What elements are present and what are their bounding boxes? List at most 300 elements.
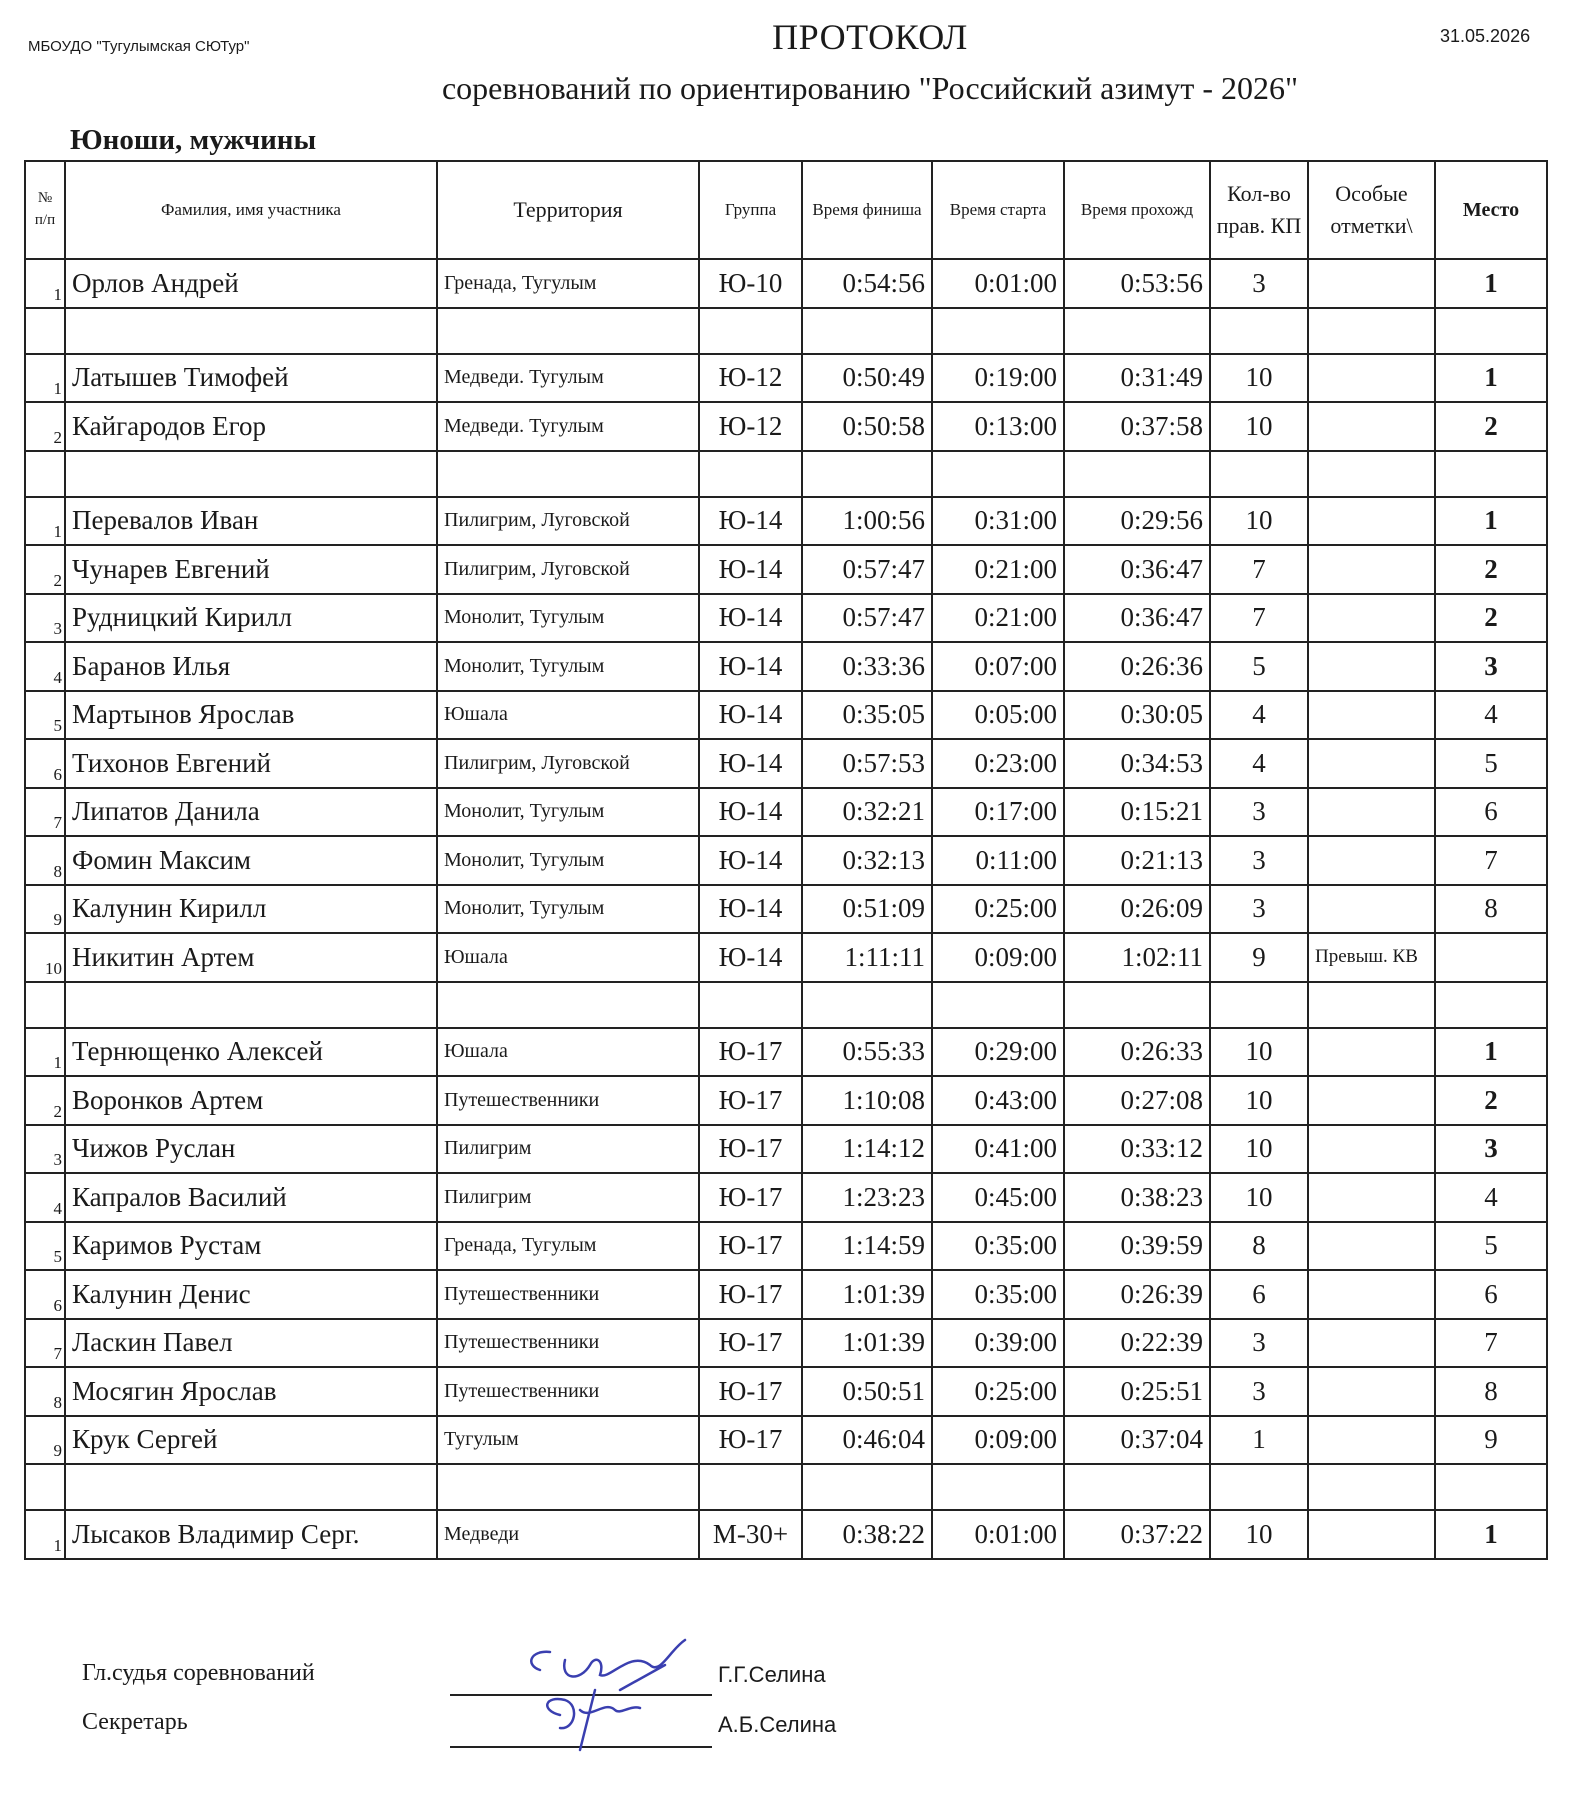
row-number: 2 [25, 545, 65, 594]
table-row [25, 1076, 1547, 1125]
place-cell: 8 [1435, 1367, 1547, 1416]
empty-cell [802, 982, 932, 1028]
kp-count-cell: 3 [1210, 885, 1308, 934]
passage-time-cell: 0:22:39 [1064, 1319, 1210, 1368]
empty-cell [1064, 308, 1210, 354]
empty-cell [25, 982, 65, 1028]
start-time-cell: 0:01:00 [932, 259, 1064, 308]
special-notes-cell [1308, 497, 1435, 546]
special-notes-cell [1308, 594, 1435, 643]
finish-time-cell: 0:50:51 [802, 1367, 932, 1416]
passage-time-cell: 0:21:13 [1064, 836, 1210, 885]
kp-count-cell: 6 [1210, 1270, 1308, 1319]
start-time-cell: 0:29:00 [932, 1028, 1064, 1077]
start-time-cell: 0:09:00 [932, 1416, 1064, 1465]
table-row [25, 354, 1547, 403]
row-number: 1 [25, 1510, 65, 1559]
empty-cell [1210, 982, 1308, 1028]
territory-cell: Монолит, Тугулым [437, 788, 699, 837]
table-row [25, 739, 1547, 788]
place-cell: 6 [1435, 788, 1547, 837]
special-notes-cell [1308, 1510, 1435, 1559]
empty-cell [932, 308, 1064, 354]
place-cell: 5 [1435, 739, 1547, 788]
participant-name: Калунин Кирилл [65, 885, 437, 934]
kp-count-cell: 10 [1210, 1510, 1308, 1559]
passage-time-cell: 0:33:12 [1064, 1125, 1210, 1174]
passage-time-cell: 0:30:05 [1064, 691, 1210, 740]
col-header-start: Время старта [932, 161, 1064, 259]
kp-count-cell: 10 [1210, 1125, 1308, 1174]
row-number: 5 [25, 1222, 65, 1271]
empty-cell [802, 1464, 932, 1510]
empty-cell [699, 308, 802, 354]
start-time-cell: 0:25:00 [932, 1367, 1064, 1416]
kp-count-cell: 7 [1210, 545, 1308, 594]
passage-time-cell: 0:38:23 [1064, 1173, 1210, 1222]
empty-cell [932, 982, 1064, 1028]
special-notes-cell [1308, 1367, 1435, 1416]
col-header-kp: Кол-во прав. КП [1210, 161, 1308, 259]
group-cell: Ю-14 [699, 739, 802, 788]
special-notes-cell [1308, 1173, 1435, 1222]
row-number: 5 [25, 691, 65, 740]
special-notes-cell [1308, 1125, 1435, 1174]
start-time-cell: 0:23:00 [932, 739, 1064, 788]
row-number: 8 [25, 1367, 65, 1416]
table-row [25, 642, 1547, 691]
start-time-cell: 0:35:00 [932, 1270, 1064, 1319]
finish-time-cell: 1:01:39 [802, 1319, 932, 1368]
col-header-number: № п/п [25, 161, 65, 259]
passage-time-cell: 0:26:09 [1064, 885, 1210, 934]
passage-time-cell: 0:26:39 [1064, 1270, 1210, 1319]
finish-time-cell: 1:14:59 [802, 1222, 932, 1271]
row-number: 10 [25, 933, 65, 982]
place-cell: 9 [1435, 1416, 1547, 1465]
col-header-name: Фамилия, имя участника [65, 161, 437, 259]
start-time-cell: 0:01:00 [932, 1510, 1064, 1559]
col-header-territory: Территория [437, 161, 699, 259]
group-separator-row [25, 451, 1547, 497]
passage-time-cell: 0:36:47 [1064, 594, 1210, 643]
finish-time-cell: 0:54:56 [802, 259, 932, 308]
group-cell: Ю-12 [699, 402, 802, 451]
participant-name: Латышев Тимофей [65, 354, 437, 403]
place-cell: 2 [1435, 402, 1547, 451]
finish-time-cell: 0:50:49 [802, 354, 932, 403]
place-cell: 7 [1435, 836, 1547, 885]
chief-judge-name: Г.Г.Селина [718, 1662, 826, 1687]
start-time-cell: 0:11:00 [932, 836, 1064, 885]
special-notes-cell [1308, 1319, 1435, 1368]
table-header-row [25, 161, 1547, 259]
kp-count-cell: 1 [1210, 1416, 1308, 1465]
empty-cell [932, 1464, 1064, 1510]
empty-cell [1064, 451, 1210, 497]
table-row [25, 1416, 1547, 1465]
results-table-container [24, 160, 1546, 1560]
start-time-cell: 0:07:00 [932, 642, 1064, 691]
territory-cell: Медведи [437, 1510, 699, 1559]
kp-count-cell: 3 [1210, 788, 1308, 837]
special-notes-cell [1308, 836, 1435, 885]
table-row [25, 594, 1547, 643]
place-cell: 1 [1435, 259, 1547, 308]
row-number: 9 [25, 885, 65, 934]
empty-cell [1308, 982, 1435, 1028]
participant-name: Никитин Артем [65, 933, 437, 982]
territory-cell: Пилигрим, Луговской [437, 739, 699, 788]
row-number: 3 [25, 594, 65, 643]
place-cell: 2 [1435, 545, 1547, 594]
row-number: 4 [25, 642, 65, 691]
special-notes-cell [1308, 788, 1435, 837]
empty-cell [1210, 451, 1308, 497]
kp-count-cell: 10 [1210, 1173, 1308, 1222]
kp-count-cell: 5 [1210, 642, 1308, 691]
empty-cell [1064, 1464, 1210, 1510]
empty-cell [65, 982, 437, 1028]
table-row [25, 1367, 1547, 1416]
group-cell: Ю-14 [699, 691, 802, 740]
kp-count-cell: 10 [1210, 402, 1308, 451]
finish-time-cell: 1:00:56 [802, 497, 932, 546]
table-row [25, 885, 1547, 934]
kp-count-cell: 8 [1210, 1222, 1308, 1271]
organization-name: МБОУДО "Тугулымская СЮТур" [28, 38, 250, 55]
row-number: 1 [25, 1028, 65, 1077]
territory-cell: Пилигрим, Луговской [437, 545, 699, 594]
participant-name: Тихонов Евгений [65, 739, 437, 788]
special-notes-cell [1308, 1222, 1435, 1271]
territory-cell: Путешественники [437, 1270, 699, 1319]
passage-time-cell: 1:02:11 [1064, 933, 1210, 982]
table-row [25, 788, 1547, 837]
col-header-passage: Время прохожд [1064, 161, 1210, 259]
document-date: 31.05.2026 [1440, 26, 1531, 46]
group-separator-row [25, 1464, 1547, 1510]
kp-count-cell: 3 [1210, 1319, 1308, 1368]
row-number: 6 [25, 1270, 65, 1319]
group-cell: Ю-14 [699, 594, 802, 643]
row-number: 7 [25, 1319, 65, 1368]
empty-cell [1308, 1464, 1435, 1510]
group-cell: Ю-17 [699, 1416, 802, 1465]
start-time-cell: 0:41:00 [932, 1125, 1064, 1174]
empty-cell [65, 451, 437, 497]
territory-cell: Медведи. Тугулым [437, 354, 699, 403]
empty-cell [1435, 982, 1547, 1028]
participant-name: Каримов Рустам [65, 1222, 437, 1271]
territory-cell: Тугулым [437, 1416, 699, 1465]
secretary-label: Секретарь [82, 1709, 188, 1735]
row-number: 4 [25, 1173, 65, 1222]
start-time-cell: 0:17:00 [932, 788, 1064, 837]
empty-cell [932, 451, 1064, 497]
start-time-cell: 0:21:00 [932, 594, 1064, 643]
table-row [25, 545, 1547, 594]
participant-name: Мосягин Ярослав [65, 1367, 437, 1416]
finish-time-cell: 0:32:13 [802, 836, 932, 885]
finish-time-cell: 0:57:53 [802, 739, 932, 788]
special-notes-cell [1308, 402, 1435, 451]
finish-time-cell: 0:33:36 [802, 642, 932, 691]
passage-time-cell: 0:15:21 [1064, 788, 1210, 837]
group-cell: Ю-14 [699, 933, 802, 982]
passage-time-cell: 0:39:59 [1064, 1222, 1210, 1271]
group-cell: Ю-17 [699, 1367, 802, 1416]
row-number: 9 [25, 1416, 65, 1465]
territory-cell: Юшала [437, 933, 699, 982]
territory-cell: Гренада, Тугулым [437, 1222, 699, 1271]
special-notes-cell [1308, 691, 1435, 740]
kp-count-cell: 4 [1210, 739, 1308, 788]
group-cell: Ю-17 [699, 1319, 802, 1368]
row-number: 7 [25, 788, 65, 837]
group-cell: Ю-12 [699, 354, 802, 403]
empty-cell [25, 1464, 65, 1510]
place-cell: 4 [1435, 691, 1547, 740]
place-cell: 2 [1435, 1076, 1547, 1125]
finish-time-cell: 0:51:09 [802, 885, 932, 934]
place-cell: 6 [1435, 1270, 1547, 1319]
place-cell: 1 [1435, 1510, 1547, 1559]
special-notes-cell [1308, 642, 1435, 691]
territory-cell: Путешественники [437, 1076, 699, 1125]
territory-cell: Медведи. Тугулым [437, 402, 699, 451]
group-cell: Ю-17 [699, 1125, 802, 1174]
row-number: 1 [25, 354, 65, 403]
special-notes-cell [1308, 1028, 1435, 1077]
territory-cell: Пилигрим [437, 1125, 699, 1174]
participant-name: Перевалов Иван [65, 497, 437, 546]
group-cell: Ю-14 [699, 836, 802, 885]
participant-name: Капралов Василий [65, 1173, 437, 1222]
passage-time-cell: 0:29:56 [1064, 497, 1210, 546]
start-time-cell: 0:31:00 [932, 497, 1064, 546]
empty-cell [1435, 308, 1547, 354]
passage-time-cell: 0:27:08 [1064, 1076, 1210, 1125]
kp-count-cell: 10 [1210, 497, 1308, 546]
special-notes-cell [1308, 885, 1435, 934]
participant-name: Крук Сергей [65, 1416, 437, 1465]
special-notes-cell [1308, 259, 1435, 308]
empty-cell [1308, 308, 1435, 354]
territory-cell: Монолит, Тугулым [437, 642, 699, 691]
group-cell: Ю-14 [699, 642, 802, 691]
start-time-cell: 0:13:00 [932, 402, 1064, 451]
table-row [25, 1028, 1547, 1077]
place-cell: 3 [1435, 1125, 1547, 1174]
finish-time-cell: 0:50:58 [802, 402, 932, 451]
row-number: 6 [25, 739, 65, 788]
territory-cell: Монолит, Тугулым [437, 594, 699, 643]
start-time-cell: 0:45:00 [932, 1173, 1064, 1222]
passage-time-cell: 0:37:04 [1064, 1416, 1210, 1465]
territory-cell: Монолит, Тугулым [437, 836, 699, 885]
empty-cell [437, 1464, 699, 1510]
territory-cell: Юшала [437, 1028, 699, 1077]
participant-name: Мартынов Ярослав [65, 691, 437, 740]
row-number: 1 [25, 259, 65, 308]
table-row [25, 836, 1547, 885]
kp-count-cell: 3 [1210, 836, 1308, 885]
passage-time-cell: 0:25:51 [1064, 1367, 1210, 1416]
kp-count-cell: 10 [1210, 354, 1308, 403]
col-header-place: Место [1435, 161, 1547, 259]
table-row [25, 1125, 1547, 1174]
participant-name: Фомин Максим [65, 836, 437, 885]
start-time-cell: 0:19:00 [932, 354, 1064, 403]
group-cell: Ю-17 [699, 1028, 802, 1077]
special-notes-cell [1308, 1416, 1435, 1465]
table-row [25, 1510, 1547, 1559]
participant-name: Чунарев Евгений [65, 545, 437, 594]
section-title: Юноши, мужчины [70, 124, 317, 156]
finish-time-cell: 1:10:08 [802, 1076, 932, 1125]
place-cell [1435, 933, 1547, 982]
finish-time-cell: 0:35:05 [802, 691, 932, 740]
row-number: 1 [25, 497, 65, 546]
empty-cell [1210, 308, 1308, 354]
passage-time-cell: 0:26:33 [1064, 1028, 1210, 1077]
empty-cell [25, 308, 65, 354]
empty-cell [802, 451, 932, 497]
participant-name: Рудницкий Кирилл [65, 594, 437, 643]
kp-count-cell: 10 [1210, 1028, 1308, 1077]
kp-count-cell: 3 [1210, 1367, 1308, 1416]
participant-name: Калунин Денис [65, 1270, 437, 1319]
passage-time-cell: 0:31:49 [1064, 354, 1210, 403]
group-cell: Ю-17 [699, 1222, 802, 1271]
empty-cell [1435, 451, 1547, 497]
passage-time-cell: 0:26:36 [1064, 642, 1210, 691]
place-cell: 1 [1435, 354, 1547, 403]
passage-time-cell: 0:53:56 [1064, 259, 1210, 308]
table-row [25, 1222, 1547, 1271]
results-table-body [25, 259, 1547, 1559]
empty-cell [699, 451, 802, 497]
finish-time-cell: 0:38:22 [802, 1510, 932, 1559]
empty-cell [699, 1464, 802, 1510]
special-notes-cell [1308, 1270, 1435, 1319]
territory-cell: Гренада, Тугулым [437, 259, 699, 308]
participant-name: Ласкин Павел [65, 1319, 437, 1368]
finish-time-cell: 1:14:12 [802, 1125, 932, 1174]
document-subtitle: соревнований по ориентированию "Российский азимут - 2026" [441, 70, 1299, 106]
passage-time-cell: 0:34:53 [1064, 739, 1210, 788]
col-header-group: Группа [699, 161, 802, 259]
empty-cell [25, 451, 65, 497]
participant-name: Лысаков Владимир Серг. [65, 1510, 437, 1559]
territory-cell: Путешественники [437, 1319, 699, 1368]
passage-time-cell: 0:37:58 [1064, 402, 1210, 451]
finish-time-cell: 0:32:21 [802, 788, 932, 837]
empty-cell [65, 308, 437, 354]
participant-name: Воронков Артем [65, 1076, 437, 1125]
start-time-cell: 0:39:00 [932, 1319, 1064, 1368]
empty-cell [437, 982, 699, 1028]
table-row [25, 1270, 1547, 1319]
territory-cell: Путешественники [437, 1367, 699, 1416]
place-cell: 4 [1435, 1173, 1547, 1222]
participant-name: Липатов Данила [65, 788, 437, 837]
special-notes-cell [1308, 739, 1435, 788]
start-time-cell: 0:21:00 [932, 545, 1064, 594]
row-number: 8 [25, 836, 65, 885]
table-row [25, 691, 1547, 740]
table-row [25, 1319, 1547, 1368]
special-notes-cell [1308, 1076, 1435, 1125]
finish-time-cell: 0:55:33 [802, 1028, 932, 1077]
passage-time-cell: 0:36:47 [1064, 545, 1210, 594]
place-cell: 2 [1435, 594, 1547, 643]
empty-cell [1064, 982, 1210, 1028]
finish-time-cell: 0:46:04 [802, 1416, 932, 1465]
results-table [24, 160, 1548, 1560]
kp-count-cell: 7 [1210, 594, 1308, 643]
participant-name: Чижов Руслан [65, 1125, 437, 1174]
finish-time-cell: 0:57:47 [802, 594, 932, 643]
territory-cell: Монолит, Тугулым [437, 885, 699, 934]
participant-name: Кайгародов Егор [65, 402, 437, 451]
special-notes-cell [1308, 354, 1435, 403]
start-time-cell: 0:43:00 [932, 1076, 1064, 1125]
place-cell: 1 [1435, 497, 1547, 546]
territory-cell: Юшала [437, 691, 699, 740]
kp-count-cell: 9 [1210, 933, 1308, 982]
finish-time-cell: 0:57:47 [802, 545, 932, 594]
table-row [25, 1173, 1547, 1222]
document-title: ПРОТОКОЛ [772, 17, 968, 57]
group-cell: Ю-17 [699, 1173, 802, 1222]
row-number: 3 [25, 1125, 65, 1174]
start-time-cell: 0:25:00 [932, 885, 1064, 934]
finish-time-cell: 1:01:39 [802, 1270, 932, 1319]
empty-cell [699, 982, 802, 1028]
table-row [25, 402, 1547, 451]
start-time-cell: 0:09:00 [932, 933, 1064, 982]
territory-cell: Пилигрим [437, 1173, 699, 1222]
passage-time-cell: 0:37:22 [1064, 1510, 1210, 1559]
special-notes-cell: Превыш. КВ [1308, 933, 1435, 982]
table-row [25, 933, 1547, 982]
place-cell: 7 [1435, 1319, 1547, 1368]
territory-cell: Пилигрим, Луговской [437, 497, 699, 546]
handwritten-signatures [520, 1630, 720, 1760]
row-number: 2 [25, 402, 65, 451]
empty-cell [437, 451, 699, 497]
chief-judge-label: Гл.судья соревнований [82, 1660, 315, 1686]
col-header-notes: Особые отметки\ [1308, 161, 1435, 259]
empty-cell [437, 308, 699, 354]
group-cell: Ю-10 [699, 259, 802, 308]
group-cell: Ю-14 [699, 497, 802, 546]
col-header-finish: Время финиша [802, 161, 932, 259]
group-cell: Ю-17 [699, 1270, 802, 1319]
start-time-cell: 0:05:00 [932, 691, 1064, 740]
empty-cell [1210, 1464, 1308, 1510]
empty-cell [1435, 1464, 1547, 1510]
empty-cell [65, 1464, 437, 1510]
place-cell: 3 [1435, 642, 1547, 691]
empty-cell [1308, 451, 1435, 497]
participant-name: Тернющенко Алексей [65, 1028, 437, 1077]
place-cell: 1 [1435, 1028, 1547, 1077]
secretary-name: А.Б.Селина [718, 1712, 837, 1737]
group-cell: Ю-14 [699, 788, 802, 837]
